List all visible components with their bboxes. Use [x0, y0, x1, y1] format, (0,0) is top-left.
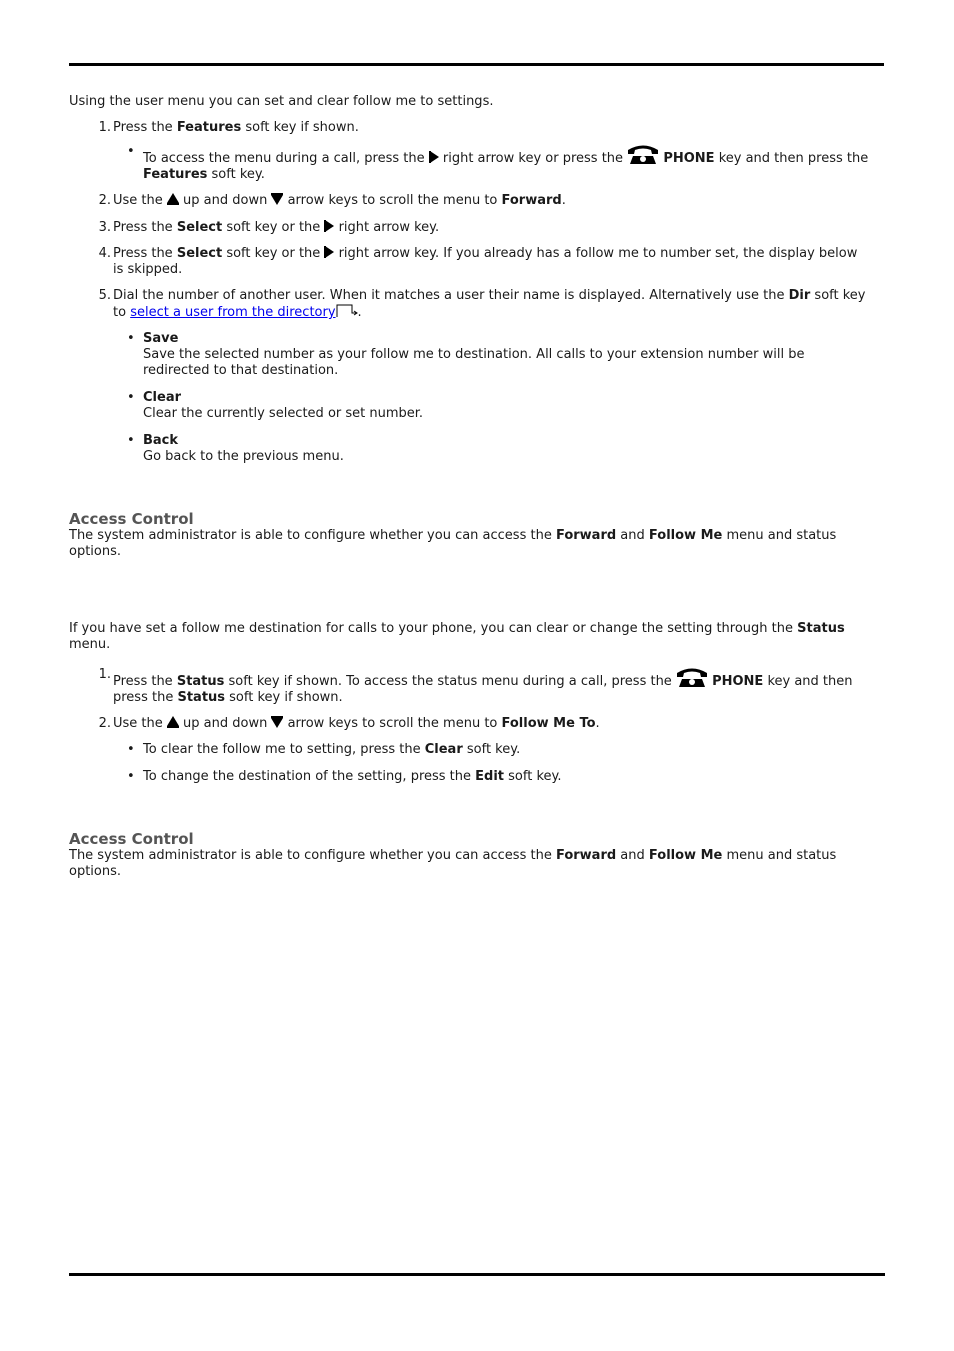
phone-icon	[676, 667, 708, 687]
footer-rule	[69, 1273, 885, 1276]
option-description: Clear the currently selected or set number.	[143, 406, 424, 421]
status-intro-text: If you have set a follow me destination for calls to your phone, you can clear or change the setting through the Status menu.	[69, 621, 845, 652]
list-item: 2. Use the up and down arrow keys to scroll the menu to Forward.	[69, 193, 869, 209]
up-arrow-icon	[167, 716, 179, 728]
option-description: Go back to the previous menu.	[143, 449, 344, 464]
option-description: Save the selected number as your follow me to destination. All calls to your extension number will be redirected to that destination.	[143, 347, 805, 378]
right-arrow-icon	[429, 151, 439, 163]
down-arrow-icon	[271, 193, 283, 205]
option-title: Save	[143, 331, 179, 346]
jump-link-icon	[336, 304, 358, 318]
directory-link[interactable]: select a user from the directory	[130, 305, 336, 320]
options-list	[69, 331, 869, 465]
access-control-heading: Access Control	[69, 830, 194, 848]
access-control-heading: Access Control	[69, 510, 194, 528]
list-item: 5. Dial the number of another user. When it matches a user their name is displayed. Alternatively use the Dir soft key to select a user from the directory . • Save Save the selected number as your follow me to destination. All calls to your extension number will be redirected to that destination. • Clear Clear the currently selected or set number. • Back Go back to the previous menu.	[69, 288, 869, 465]
access-control-text: The system administrator is able to configure whether you can access the Forward and Follow Me menu and status options.	[69, 528, 837, 559]
option-title: Clear	[143, 390, 181, 405]
step-number: 3.	[98, 220, 111, 235]
page-content	[69, 94, 869, 880]
status-menu-steps	[69, 667, 869, 785]
step-number: 1.	[98, 120, 111, 135]
list-item: 1. Press the Status soft key if shown. To access the status menu during a call, press the PHONE key and then press the Status soft key if shown.	[69, 667, 869, 706]
step-number: 4.	[98, 246, 111, 261]
access-control-text: The system administrator is able to configure whether you can access the Forward and Follow Me menu and status options.	[69, 848, 837, 879]
user-menu-steps	[69, 120, 869, 465]
list-item: 1. Press the Features soft key if shown. • To access the menu during a call, press the right arrow key or press the PHONE key and then press the Features soft key.	[69, 120, 869, 183]
header-rule	[69, 63, 884, 66]
step-number: 2.	[98, 193, 111, 208]
right-arrow-icon	[324, 220, 334, 232]
intro-text: Using the user menu you can set and clear follow me to settings.	[69, 94, 494, 109]
step1-sublist	[69, 144, 869, 183]
phone-icon	[627, 144, 659, 164]
list-item	[69, 433, 869, 465]
list-item: 4. Press the Select soft key or the right arrow key. If you already has a follow me to number set, the display below is skipped.	[69, 246, 869, 278]
list-item	[69, 331, 869, 379]
down-arrow-icon	[271, 716, 283, 728]
list-item: • To access the menu during a call, press the right arrow key or press the PHONE key and then press the Features soft key.	[69, 144, 869, 183]
list-item: • To change the destination of the setting, press the Edit soft key.	[69, 769, 869, 785]
list-item: 2. Use the up and down arrow keys to scroll the menu to Follow Me To. • To clear the follow me to setting, press the Clear soft key. • To change the destination of the setting, press the Edit soft key.	[69, 716, 869, 785]
step-number: 1.	[98, 667, 111, 682]
step-number: 2.	[98, 716, 111, 731]
right-arrow-icon	[324, 246, 334, 258]
option-title: Back	[143, 433, 179, 448]
step-number: 5.	[98, 288, 111, 303]
list-item: 3. Press the Select soft key or the right arrow key.	[69, 220, 869, 236]
list-item: • To clear the follow me to setting, press the Clear soft key.	[69, 742, 869, 758]
list-item	[69, 390, 869, 422]
status-sublist	[69, 742, 869, 785]
up-arrow-icon	[167, 193, 179, 205]
